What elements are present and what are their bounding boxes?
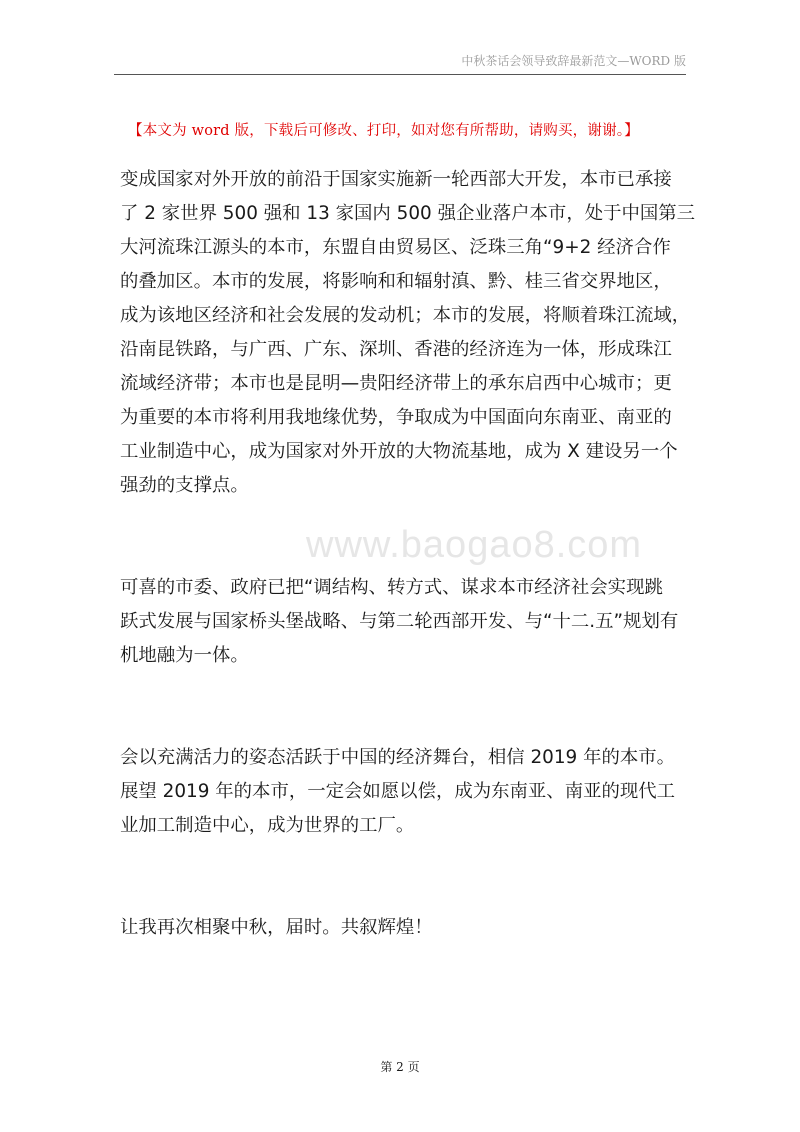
paragraph-spacer bbox=[120, 503, 684, 571]
header-divider bbox=[114, 74, 686, 75]
text-line: 会以充满活力的姿态活跃于中国的经济舞台，相信 2019 年的本市。 bbox=[120, 747, 676, 768]
text-line: 业加工制造中心，成为世界的工厂。 bbox=[120, 815, 415, 836]
text-line: 展望 2019 年的本市，一定会如愿以偿，成为东南亚、南亚的现代工 bbox=[120, 781, 676, 802]
purchase-notice: 【本文为 word 版，下载后可修改、打印，如对您有所帮助，请购买，谢谢。】 bbox=[128, 123, 639, 139]
paragraph-2 bbox=[120, 571, 684, 673]
paragraph-spacer bbox=[120, 843, 684, 911]
text-line: 为重要的本市将利用我地缘优势，争取成为中国面向东南亚、南亚的 bbox=[120, 407, 672, 428]
watermark-text: www.baogao8.com bbox=[306, 524, 643, 566]
text-line: 让我再次相聚中秋，届时。共叙辉煌！ bbox=[120, 917, 433, 938]
text-line: 沿南昆铁路，与广西、广东、深圳、香港的经济连为一体，形成珠江 bbox=[120, 339, 672, 360]
page-number: 第 2 页 bbox=[380, 1060, 420, 1074]
text-line: 可喜的市委、政府已把“调结构、转方式、谋求本市经济社会实现跳 bbox=[120, 577, 663, 598]
paragraph-4 bbox=[120, 911, 684, 945]
document-body bbox=[120, 163, 696, 945]
text-line: 了 2 家世界 500 强和 13 家国内 500 强企业落户本市，处于中国第三 bbox=[120, 203, 696, 224]
paragraph-3 bbox=[120, 741, 684, 843]
text-line: 成为该地区经济和社会发展的发动机；本市的发展，将顺着珠江流域， bbox=[120, 305, 691, 326]
paragraph-spacer bbox=[120, 673, 684, 741]
text-line: 机地融为一体。 bbox=[120, 645, 249, 666]
text-line: 变成国家对外开放的前沿于国家实施新一轮西部大开发，本市已承接 bbox=[120, 169, 672, 190]
text-line: 大河流珠江源头的本市，东盟自由贸易区、泛珠三角“9+2 经济合作 bbox=[120, 237, 671, 258]
text-line: 工业制造中心，成为国家对外开放的大物流基地，成为 X 建设另一个 bbox=[120, 441, 678, 462]
text-line: 流域经济带；本市也是昆明—贵阳经济带上的承东启西中心城市；更 bbox=[120, 373, 672, 394]
text-line: 强劲的支撑点。 bbox=[120, 475, 249, 496]
text-line: 的叠加区。本市的发展，将影响和和辐射滇、黔、桂三省交界地区， bbox=[120, 271, 672, 292]
header-title: 中秋茶话会领导致辞最新范文—WORD 版 bbox=[461, 54, 686, 68]
text-line: 跃式发展与国家桥头堡战略、与第二轮西部开发、与“十二.五”规划有 bbox=[120, 611, 679, 632]
paragraph-1 bbox=[120, 163, 696, 503]
